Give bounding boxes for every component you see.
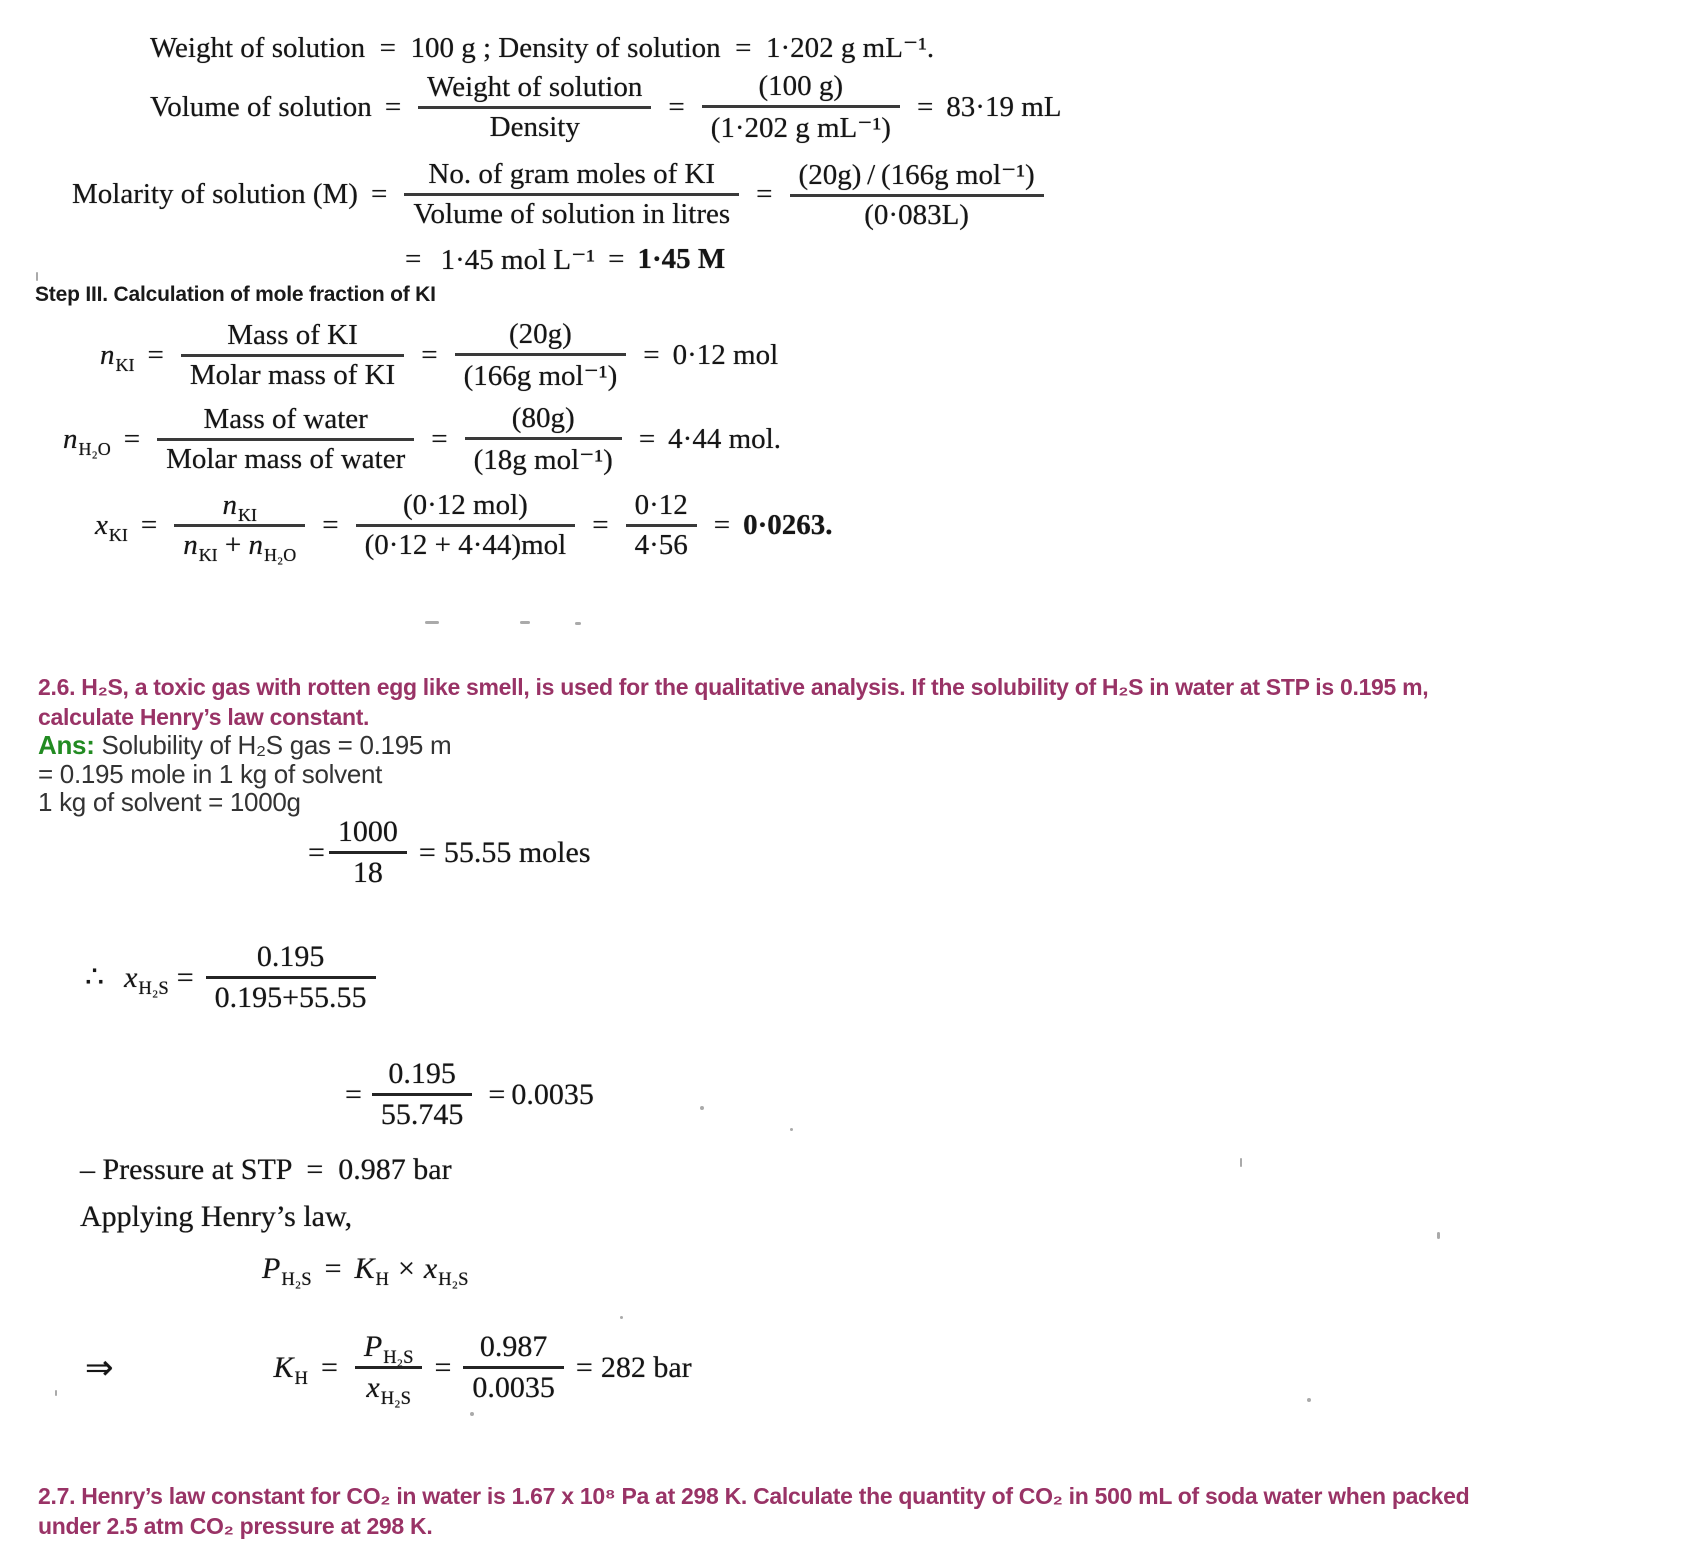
question-2-7-line1 xyxy=(38,1481,1469,1511)
scan-speck xyxy=(1307,1398,1311,1402)
nKI-symbol xyxy=(100,339,135,375)
equation-moles-of-water xyxy=(308,813,591,892)
equals-sign: = xyxy=(140,509,158,541)
answer-text: 1 kg of solvent = 1000g xyxy=(38,787,301,817)
equation-text: Weight of solution = 100 g ; Density of solution = 1·202 g mL⁻¹. xyxy=(150,32,935,64)
equals-sign: = xyxy=(147,339,164,371)
question-text: under 2.5 atm CO₂ pressure at 298 K. xyxy=(38,1513,433,1539)
subscript: KI xyxy=(108,524,128,545)
PH2S-symbol xyxy=(262,1252,312,1291)
variable: n xyxy=(63,423,78,455)
fraction xyxy=(329,813,407,892)
equation-result-bold: 1·45 M xyxy=(637,243,726,275)
fraction-denominator: 55.745 xyxy=(380,1098,464,1131)
subscript: H₂S xyxy=(380,1388,411,1410)
implies-arrow: ⇒ xyxy=(85,1347,114,1388)
fraction xyxy=(418,69,651,146)
equation-result: 0.0035 xyxy=(511,1077,594,1111)
equals-sign: = xyxy=(123,423,141,455)
scan-speck xyxy=(620,1316,623,1319)
variable: K xyxy=(354,1252,375,1285)
equals-sign: = xyxy=(592,509,609,541)
answer-line-3 xyxy=(38,787,301,818)
scan-speck xyxy=(1437,1232,1440,1239)
fraction-numerator: Mass of KI xyxy=(227,319,358,351)
answer-text: Solubility of H₂S gas = 0.195 m xyxy=(94,730,452,760)
equals-sign: = xyxy=(345,1077,362,1111)
equation-molarity-result xyxy=(405,242,725,277)
subscript: KI xyxy=(237,504,257,525)
fraction-numerator: Weight of solution xyxy=(427,71,643,103)
equals-sign: = xyxy=(370,178,388,210)
fraction-denominator: (0·083L) xyxy=(864,199,969,231)
fraction-numerator: (100 g) xyxy=(758,70,844,102)
equals-sign: = xyxy=(756,178,773,210)
equals-sign: = xyxy=(418,835,436,869)
question-text: calculate Henry’s law constant. xyxy=(38,704,370,730)
therefore-symbol: ∴ xyxy=(85,961,105,994)
equation-nH2O xyxy=(63,400,781,479)
xH2S-symbol xyxy=(124,960,169,999)
variable: P xyxy=(363,1330,383,1363)
subscript: H₂S xyxy=(138,977,169,999)
fraction-denominator: 18 xyxy=(352,856,383,889)
equation-volume xyxy=(150,68,1061,147)
variable: n xyxy=(183,529,198,561)
variable: P xyxy=(262,1252,281,1285)
applying-henrys-law-line xyxy=(80,1200,352,1234)
equation-KH-value xyxy=(85,1328,692,1410)
fraction-numerator: 0·12 xyxy=(634,489,688,521)
fraction xyxy=(356,487,576,564)
scan-speck xyxy=(520,621,530,624)
xH2S-symbol xyxy=(423,1252,469,1291)
scan-speck xyxy=(790,1128,793,1131)
fraction-denominator: Molar mass of water xyxy=(166,443,406,475)
equation-mole-fraction-H2S xyxy=(85,938,380,1017)
variable: x xyxy=(366,1371,380,1404)
fraction xyxy=(404,156,739,233)
equation-result: 83·19 mL xyxy=(946,91,1062,123)
equation-nKI xyxy=(100,316,778,395)
fraction-denominator: Molar mass of KI xyxy=(189,359,396,391)
fraction xyxy=(790,155,1044,234)
fraction-denominator: (18g mol⁻¹) xyxy=(473,444,613,476)
pressure-at-stp-line xyxy=(80,1153,452,1187)
equals-sign: = xyxy=(575,1350,593,1384)
equals-sign: = xyxy=(916,91,934,123)
equation-weight-density xyxy=(150,30,934,65)
answer-label: Ans: xyxy=(38,730,95,760)
fraction-numerator xyxy=(213,487,265,524)
fraction-denominator xyxy=(174,527,305,564)
subscript: H xyxy=(375,1269,389,1291)
equals-sign: = xyxy=(713,509,731,541)
subscript: KI xyxy=(115,354,135,375)
subscript: H₂S xyxy=(281,1269,312,1291)
equation-result: 282 bar xyxy=(600,1350,692,1384)
nH2O-symbol xyxy=(63,423,111,459)
scan-speck xyxy=(36,272,38,281)
equals-sign: = xyxy=(668,91,685,123)
equals-sign: = xyxy=(324,1252,342,1285)
fraction xyxy=(157,401,414,478)
subscript: H₂S xyxy=(383,1347,414,1369)
question-text: 2.7. Henry’s law constant for CO₂ in water is 1.67 x 10⁸ Pa at 298 K. Calculate the quantity of CO₂ in 500 mL of soda water when packed xyxy=(38,1483,1470,1509)
equation-xKI xyxy=(95,487,833,564)
answer-text: = 0.195 mole in 1 kg of solvent xyxy=(38,759,383,789)
fraction-numerator: (20g) / (166g mol⁻¹) xyxy=(798,159,1035,191)
fraction-numerator: 0.195 xyxy=(388,1057,456,1090)
fraction xyxy=(463,1328,564,1407)
equation-molarity xyxy=(72,155,1048,234)
equation-result-bold: 0·0263. xyxy=(743,509,833,541)
variable: x xyxy=(95,509,108,541)
equals-sign: = xyxy=(320,1350,338,1384)
question-2-6-line2 xyxy=(38,702,369,732)
answer-line-2 xyxy=(38,759,382,790)
subscript: H₂S xyxy=(438,1269,469,1291)
step-heading-text: Step III. Calculation of mole fraction of KI xyxy=(35,283,436,306)
fraction xyxy=(465,400,622,479)
answer-line-1 xyxy=(38,730,451,761)
equals-sign: = xyxy=(431,423,448,455)
equation-text: Applying Henry’s law, xyxy=(80,1200,353,1233)
plus-sign: + xyxy=(217,529,249,561)
equals-sign: = xyxy=(434,1350,452,1384)
equals-sign: = xyxy=(421,339,438,371)
fraction xyxy=(455,316,627,395)
fraction xyxy=(702,68,900,147)
scan-speck xyxy=(700,1106,704,1110)
fraction xyxy=(181,317,404,394)
fraction-numerator xyxy=(355,1328,423,1369)
fraction-numerator: 1000 xyxy=(337,815,398,848)
equals-sign: = xyxy=(643,339,660,371)
equation-result: 55.55 moles xyxy=(443,835,591,869)
scan-speck xyxy=(470,1412,474,1416)
equation-henrys-law xyxy=(262,1252,469,1291)
variable: n xyxy=(248,529,264,561)
multiplication-sign: × xyxy=(397,1252,415,1285)
fraction-numerator: (20g) xyxy=(509,318,572,350)
fraction-numerator: 0.987 xyxy=(479,1330,548,1363)
question-2-6-line1 xyxy=(38,672,1428,702)
fraction-numerator: (0·12 mol) xyxy=(402,489,528,521)
scan-speck xyxy=(425,621,439,624)
question-2-7-line2 xyxy=(38,1511,432,1541)
fraction-numerator: 0.195 xyxy=(256,940,325,973)
subscript: H₂O xyxy=(264,544,297,565)
equation-text: – Pressure at STP = 0.987 bar xyxy=(80,1153,452,1186)
equals-sign: = xyxy=(488,1077,506,1111)
variable: x xyxy=(423,1252,438,1285)
equals-sign: = xyxy=(638,423,656,455)
fraction-denominator: (166g mol⁻¹) xyxy=(463,360,618,392)
equation-value: 1·45 mol L⁻¹ xyxy=(440,244,596,276)
equals-sign: = xyxy=(308,835,325,869)
equation-result: 0·12 mol xyxy=(672,339,779,371)
fraction-numerator: No. of gram moles of KI xyxy=(428,158,716,190)
fraction-denominator: (0·12 + 4·44)mol xyxy=(364,529,567,561)
KH-symbol xyxy=(273,1350,308,1389)
fraction-denominator xyxy=(357,1369,420,1410)
equation-result: 4·44 mol. xyxy=(668,423,781,455)
variable: n xyxy=(100,339,115,371)
fraction-denominator: Density xyxy=(489,111,580,143)
scan-speck xyxy=(55,1390,57,1396)
fraction-denominator: Volume of solution in litres xyxy=(413,198,731,230)
fraction-numerator: Mass of water xyxy=(203,403,368,435)
xKI-symbol xyxy=(95,509,128,545)
fraction-denominator: (1·202 g mL⁻¹) xyxy=(710,112,891,144)
question-text: 2.6. H₂S, a toxic gas with rotten egg like smell, is used for the qualitative analysis. If the solubility of H₂S in water at STP is 0.195 m, xyxy=(38,674,1429,700)
equals-sign: = xyxy=(176,960,194,994)
equation-lhs: Molarity of solution (M) xyxy=(72,178,358,210)
fraction xyxy=(626,487,697,564)
fraction xyxy=(355,1328,423,1410)
variable: K xyxy=(273,1350,294,1384)
fraction xyxy=(372,1055,473,1134)
fraction xyxy=(206,938,376,1017)
equals-sign: = xyxy=(384,91,402,123)
equals-sign: = xyxy=(405,243,422,275)
fraction-denominator: 4·56 xyxy=(634,529,688,561)
equation-lhs: Volume of solution xyxy=(150,91,372,123)
KH-symbol xyxy=(354,1252,389,1291)
fraction xyxy=(174,487,305,564)
fraction-denominator: 0.0035 xyxy=(472,1371,555,1404)
subscript: KI xyxy=(198,544,218,565)
equation-xH2S-value xyxy=(345,1055,594,1134)
scan-speck xyxy=(575,622,581,625)
equals-sign: = xyxy=(608,243,625,275)
subscript: H₂O xyxy=(78,438,111,459)
variable: n xyxy=(222,489,237,521)
fraction-numerator: (80g) xyxy=(511,402,575,434)
fraction-denominator: 0.195+55.55 xyxy=(214,981,367,1014)
step-heading xyxy=(35,283,436,307)
subscript: H xyxy=(294,1367,308,1389)
equals-sign: = xyxy=(322,509,339,541)
variable: x xyxy=(124,960,138,994)
scan-speck xyxy=(1240,1158,1242,1167)
